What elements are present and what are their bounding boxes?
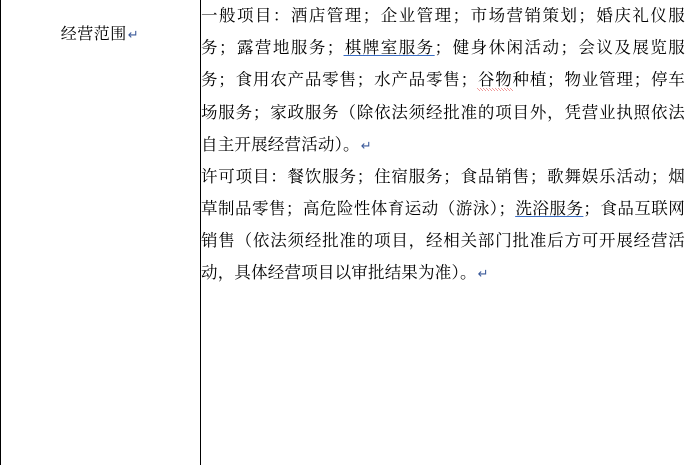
licensed-items-part-2: ；食品互联网销售（依法须经批准的项目，经相关部门批准后方可开展经营活动，具体经营项目以审批结果为准）。 <box>201 199 685 283</box>
general-items-part-1: 一般项目：酒店管理；企业管理；市场营销策划；婚庆礼仪服务；露营地服务； <box>201 6 685 58</box>
field-value-cell <box>201 0 685 465</box>
paragraph-licensed-items <box>201 161 685 290</box>
field-label-text: 经营范围 <box>60 26 127 43</box>
table-left-border <box>0 0 1 465</box>
paragraph-mark-icon: ↵ <box>360 137 372 153</box>
field-label <box>0 0 200 48</box>
general-items-part-3: 种植；物业管理；停车场服务；家政服务（除依法须经批准的项目外，凭营业执照依法自主开展经营活动）。 <box>201 70 685 154</box>
licensed-items-part-1: 许可项目：餐饮服务；住宿服务；食品销售；歌舞娱乐活动；烟草制品零售；高危险性体育运动（游泳）； <box>201 166 685 219</box>
licensed-items-highlight-xiyu: 洗浴服务 <box>515 199 584 219</box>
paragraph-mark-icon: ↵ <box>127 27 140 42</box>
general-items-part-2: ；健身休闲活动；会议及展览服务；食用农产品零售；水产品零售； <box>201 38 685 90</box>
general-items-highlight-qipaishi: 棋牌室服务 <box>343 38 435 58</box>
field-label-cell <box>0 0 201 465</box>
paragraph-mark-icon: ↵ <box>477 266 489 282</box>
general-items-spellcheck-guwu: 谷物 <box>477 70 513 90</box>
paragraph-general-items <box>201 0 685 161</box>
